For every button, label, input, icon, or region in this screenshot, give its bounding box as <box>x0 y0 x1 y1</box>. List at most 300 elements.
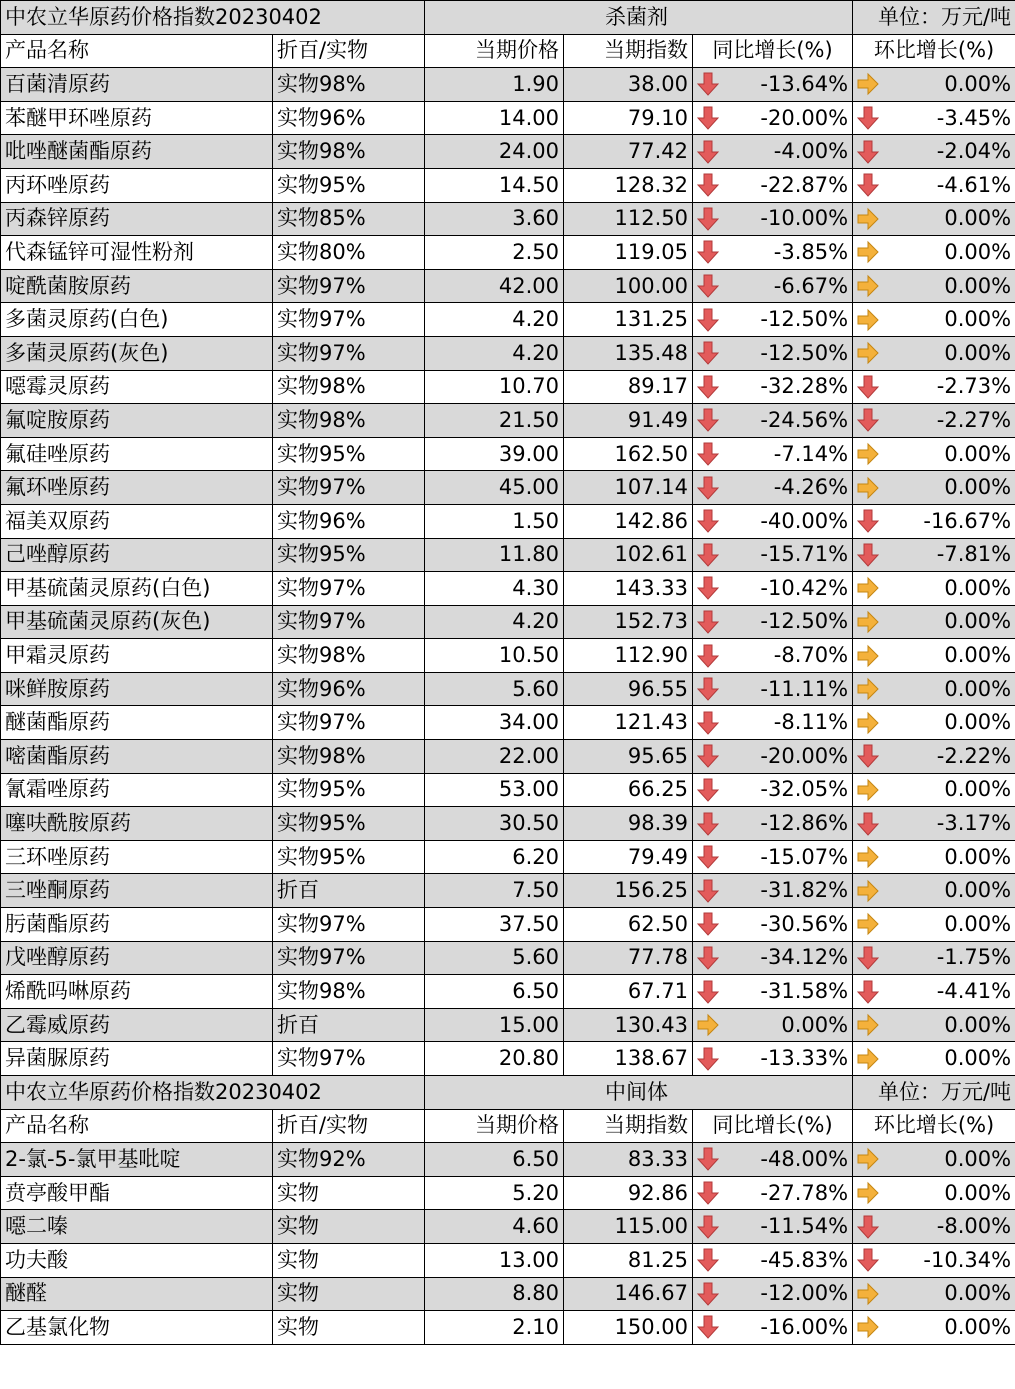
down-arrow-icon <box>697 140 719 164</box>
yoy-change <box>693 538 853 572</box>
mom-change <box>853 706 1015 740</box>
table-row <box>1 672 1015 706</box>
current-price: 42.00 <box>425 269 564 303</box>
down-arrow-svg <box>697 1282 719 1306</box>
product-name: 醚菌酯原药 <box>1 706 273 740</box>
mom-change-value: 0.00% <box>944 844 1012 869</box>
mom-change <box>853 101 1015 135</box>
mom-change-value: -2.73% <box>936 374 1012 399</box>
product-name: 噻呋酰胺原药 <box>1 807 273 841</box>
product-name: 三环唑原药 <box>1 840 273 874</box>
header-product-name: 产品名称 <box>1 1109 273 1143</box>
current-price: 1.90 <box>425 68 564 102</box>
right-arrow-icon <box>697 1013 719 1037</box>
yoy-change-value: -31.58% <box>760 979 849 1004</box>
mom-change <box>853 840 1015 874</box>
down-arrow-icon <box>697 543 719 567</box>
mom-change <box>853 236 1015 270</box>
basis: 实物98% <box>273 639 425 673</box>
right-arrow-icon <box>857 610 879 634</box>
down-arrow-svg <box>857 106 879 130</box>
product-name: 贲亭酸甲酯 <box>1 1176 273 1210</box>
down-arrow-icon <box>697 812 719 836</box>
down-arrow-icon <box>697 72 719 96</box>
down-arrow-icon <box>697 912 719 936</box>
down-arrow-svg <box>697 744 719 768</box>
mom-change-value: 0.00% <box>944 340 1012 365</box>
current-price: 34.00 <box>425 706 564 740</box>
basis: 实物97% <box>273 572 425 606</box>
product-name: 乙基氯化物 <box>1 1311 273 1345</box>
yoy-change <box>693 135 853 169</box>
flat-arrow-svg <box>857 778 879 802</box>
yoy-change <box>693 168 853 202</box>
right-arrow-icon <box>857 879 879 903</box>
down-arrow-svg <box>857 1248 879 1272</box>
yoy-change <box>693 404 853 438</box>
table-row <box>1 572 1015 606</box>
down-arrow-svg <box>857 140 879 164</box>
yoy-change-value: -12.86% <box>760 811 849 836</box>
mom-change-value: 0.00% <box>944 71 1012 96</box>
table-row <box>1 1277 1015 1311</box>
mom-change <box>853 1176 1015 1210</box>
yoy-change-value: -13.33% <box>760 1046 849 1071</box>
header-basis: 折百/实物 <box>273 1109 425 1143</box>
yoy-change <box>693 336 853 370</box>
down-arrow-svg <box>697 644 719 668</box>
product-name: 嘧菌酯原药 <box>1 740 273 774</box>
current-index: 100.00 <box>564 269 693 303</box>
basis: 实物97% <box>273 269 425 303</box>
down-arrow-icon <box>697 845 719 869</box>
section-title-row <box>1 1 1015 35</box>
current-index: 150.00 <box>564 1311 693 1345</box>
table-row <box>1 1008 1015 1042</box>
yoy-change <box>693 672 853 706</box>
down-arrow-svg <box>697 408 719 432</box>
current-price: 6.50 <box>425 975 564 1009</box>
down-arrow-icon <box>697 576 719 600</box>
table-row <box>1 538 1015 572</box>
flat-arrow-svg <box>857 240 879 264</box>
product-name: 氟啶胺原药 <box>1 404 273 438</box>
down-arrow-icon <box>857 408 879 432</box>
yoy-change-value: -45.83% <box>760 1247 849 1272</box>
mom-change-value: 0.00% <box>944 206 1012 231</box>
mom-change <box>853 605 1015 639</box>
flat-arrow-svg <box>697 1013 719 1037</box>
basis: 实物 <box>273 1176 425 1210</box>
current-price: 45.00 <box>425 471 564 505</box>
current-index: 77.42 <box>564 135 693 169</box>
product-name: 己唑醇原药 <box>1 538 273 572</box>
mom-change <box>853 807 1015 841</box>
down-arrow-svg <box>697 980 719 1004</box>
current-index: 138.67 <box>564 1042 693 1076</box>
mom-change-value: -8.00% <box>936 1214 1012 1239</box>
down-arrow-svg <box>697 341 719 365</box>
product-name: 醚醛 <box>1 1277 273 1311</box>
current-price: 7.50 <box>425 874 564 908</box>
down-arrow-icon <box>697 1315 719 1339</box>
mom-change <box>853 908 1015 942</box>
down-arrow-svg <box>697 912 719 936</box>
down-arrow-svg <box>857 946 879 970</box>
down-arrow-svg <box>857 509 879 533</box>
mom-change-value: 0.00% <box>944 441 1012 466</box>
mom-change <box>853 1277 1015 1311</box>
mom-change-value: -7.81% <box>936 542 1012 567</box>
current-index: 92.86 <box>564 1176 693 1210</box>
section-title-row <box>1 1076 1015 1110</box>
flat-arrow-svg <box>857 677 879 701</box>
current-price: 10.70 <box>425 370 564 404</box>
mom-change <box>853 370 1015 404</box>
down-arrow-svg <box>697 1248 719 1272</box>
unit-label: 单位：万元/吨 <box>853 1 1015 35</box>
table-row <box>1 874 1015 908</box>
yoy-change-value: -11.54% <box>760 1214 849 1239</box>
down-arrow-icon <box>697 744 719 768</box>
mom-change <box>853 1311 1015 1345</box>
current-price: 10.50 <box>425 639 564 673</box>
current-index: 143.33 <box>564 572 693 606</box>
current-index: 107.14 <box>564 471 693 505</box>
yoy-change-value: -20.00% <box>760 105 849 130</box>
mom-change <box>853 773 1015 807</box>
product-name: 啶酰菌胺原药 <box>1 269 273 303</box>
yoy-change <box>693 1277 853 1311</box>
yoy-change <box>693 504 853 538</box>
table-row <box>1 101 1015 135</box>
yoy-change <box>693 840 853 874</box>
basis: 实物80% <box>273 236 425 270</box>
current-price: 5.20 <box>425 1176 564 1210</box>
mom-change <box>853 639 1015 673</box>
basis: 实物96% <box>273 101 425 135</box>
mom-change <box>853 303 1015 337</box>
down-arrow-icon <box>697 240 719 264</box>
right-arrow-icon <box>857 1147 879 1171</box>
current-price: 3.60 <box>425 202 564 236</box>
basis: 实物98% <box>273 135 425 169</box>
down-arrow-icon <box>857 946 879 970</box>
down-arrow-icon <box>697 610 719 634</box>
current-index: 142.86 <box>564 504 693 538</box>
down-arrow-svg <box>697 308 719 332</box>
current-price: 24.00 <box>425 135 564 169</box>
mom-change-value: 0.00% <box>944 710 1012 735</box>
flat-arrow-svg <box>857 341 879 365</box>
yoy-change <box>693 908 853 942</box>
yoy-change <box>693 1243 853 1277</box>
current-index: 81.25 <box>564 1243 693 1277</box>
current-price: 4.60 <box>425 1210 564 1244</box>
flat-arrow-svg <box>857 1147 879 1171</box>
mom-change-value: 0.00% <box>944 1281 1012 1306</box>
current-index: 152.73 <box>564 605 693 639</box>
current-index: 119.05 <box>564 236 693 270</box>
down-arrow-svg <box>697 72 719 96</box>
yoy-change <box>693 269 853 303</box>
table-row <box>1 68 1015 102</box>
down-arrow-svg <box>697 509 719 533</box>
report-title: 中农立华原药价格指数20230402 <box>1 1076 425 1110</box>
yoy-change <box>693 1008 853 1042</box>
current-price: 11.80 <box>425 538 564 572</box>
product-name: 吡唑醚菌酯原药 <box>1 135 273 169</box>
yoy-change-value: -31.82% <box>760 878 849 903</box>
yoy-change-value: -3.85% <box>773 239 849 264</box>
basis: 实物98% <box>273 404 425 438</box>
mom-change-value: 0.00% <box>944 273 1012 298</box>
down-arrow-svg <box>697 845 719 869</box>
yoy-change <box>693 639 853 673</box>
yoy-change-value: -6.67% <box>773 273 849 298</box>
basis: 实物96% <box>273 504 425 538</box>
down-arrow-svg <box>857 812 879 836</box>
mom-change-value: 0.00% <box>944 475 1012 500</box>
down-arrow-icon <box>857 140 879 164</box>
current-price: 20.80 <box>425 1042 564 1076</box>
table-row <box>1 605 1015 639</box>
right-arrow-icon <box>857 644 879 668</box>
yoy-change-value: -4.00% <box>773 139 849 164</box>
down-arrow-svg <box>697 711 719 735</box>
mom-change-value: 0.00% <box>944 239 1012 264</box>
yoy-change <box>693 773 853 807</box>
mom-change-value: -4.41% <box>936 979 1012 1004</box>
current-index: 135.48 <box>564 336 693 370</box>
mom-change <box>853 1143 1015 1177</box>
header-product-name: 产品名称 <box>1 34 273 68</box>
basis: 实物92% <box>273 1143 425 1177</box>
down-arrow-icon <box>697 980 719 1004</box>
yoy-change <box>693 437 853 471</box>
down-arrow-icon <box>697 308 719 332</box>
mom-change-value: 0.00% <box>944 1314 1012 1339</box>
product-name: 丙森锌原药 <box>1 202 273 236</box>
basis: 实物95% <box>273 840 425 874</box>
basis: 实物98% <box>273 68 425 102</box>
table-row <box>1 1042 1015 1076</box>
mom-change-value: 0.00% <box>944 307 1012 332</box>
flat-arrow-svg <box>857 308 879 332</box>
current-price: 53.00 <box>425 773 564 807</box>
flat-arrow-svg <box>857 711 879 735</box>
down-arrow-svg <box>857 375 879 399</box>
yoy-change-value: -15.71% <box>760 542 849 567</box>
yoy-change-value: -30.56% <box>760 911 849 936</box>
yoy-change-value: -8.70% <box>773 643 849 668</box>
flat-arrow-svg <box>857 1181 879 1205</box>
current-price: 13.00 <box>425 1243 564 1277</box>
current-index: 62.50 <box>564 908 693 942</box>
yoy-change <box>693 236 853 270</box>
right-arrow-icon <box>857 274 879 298</box>
table-row <box>1 740 1015 774</box>
table-row <box>1 908 1015 942</box>
down-arrow-svg <box>697 1315 719 1339</box>
yoy-change <box>693 101 853 135</box>
yoy-change-value: -10.42% <box>760 575 849 600</box>
current-index: 112.50 <box>564 202 693 236</box>
flat-arrow-svg <box>857 912 879 936</box>
basis: 实物 <box>273 1277 425 1311</box>
current-index: 79.49 <box>564 840 693 874</box>
yoy-change-value: -24.56% <box>760 407 849 432</box>
product-name: 噁二嗪 <box>1 1210 273 1244</box>
yoy-change-value: -8.11% <box>773 710 849 735</box>
table-row <box>1 773 1015 807</box>
table-row <box>1 840 1015 874</box>
mom-change <box>853 471 1015 505</box>
table-row <box>1 1143 1015 1177</box>
yoy-change-value: -12.50% <box>760 340 849 365</box>
flat-arrow-svg <box>857 879 879 903</box>
mom-change <box>853 269 1015 303</box>
down-arrow-icon <box>857 106 879 130</box>
down-arrow-svg <box>697 375 719 399</box>
basis: 实物95% <box>273 773 425 807</box>
current-price: 4.20 <box>425 303 564 337</box>
yoy-change <box>693 740 853 774</box>
mom-change <box>853 135 1015 169</box>
basis: 实物97% <box>273 941 425 975</box>
down-arrow-svg <box>697 1181 719 1205</box>
basis: 实物97% <box>273 471 425 505</box>
table-row <box>1 1210 1015 1244</box>
down-arrow-icon <box>697 375 719 399</box>
product-name: 2-氯-5-氯甲基吡啶 <box>1 1143 273 1177</box>
header-index: 当期指数 <box>564 34 693 68</box>
flat-arrow-svg <box>857 845 879 869</box>
right-arrow-icon <box>857 677 879 701</box>
flat-arrow-svg <box>857 207 879 231</box>
down-arrow-svg <box>697 476 719 500</box>
mom-change <box>853 538 1015 572</box>
product-name: 肟菌酯原药 <box>1 908 273 942</box>
down-arrow-icon <box>697 442 719 466</box>
header-price: 当期价格 <box>425 1109 564 1143</box>
current-price: 22.00 <box>425 740 564 774</box>
product-name: 氟环唑原药 <box>1 471 273 505</box>
down-arrow-icon <box>857 1215 879 1239</box>
yoy-change <box>693 68 853 102</box>
current-price: 4.20 <box>425 336 564 370</box>
product-name: 多菌灵原药(灰色) <box>1 336 273 370</box>
yoy-change <box>693 1042 853 1076</box>
basis: 实物97% <box>273 908 425 942</box>
yoy-change <box>693 202 853 236</box>
table-row <box>1 706 1015 740</box>
current-price: 37.50 <box>425 908 564 942</box>
down-arrow-icon <box>697 341 719 365</box>
table-row <box>1 975 1015 1009</box>
header-basis: 折百/实物 <box>273 34 425 68</box>
product-name: 氰霜唑原药 <box>1 773 273 807</box>
mom-change <box>853 572 1015 606</box>
mom-change-value: 0.00% <box>944 575 1012 600</box>
right-arrow-icon <box>857 1315 879 1339</box>
down-arrow-svg <box>697 274 719 298</box>
down-arrow-icon <box>697 946 719 970</box>
down-arrow-icon <box>697 476 719 500</box>
down-arrow-icon <box>857 375 879 399</box>
down-arrow-svg <box>697 240 719 264</box>
current-index: 79.10 <box>564 101 693 135</box>
current-price: 6.50 <box>425 1143 564 1177</box>
down-arrow-svg <box>697 576 719 600</box>
yoy-change <box>693 572 853 606</box>
right-arrow-icon <box>857 1181 879 1205</box>
basis: 实物98% <box>273 370 425 404</box>
basis: 折百 <box>273 874 425 908</box>
current-index: 156.25 <box>564 874 693 908</box>
table-row <box>1 168 1015 202</box>
table-row <box>1 1176 1015 1210</box>
yoy-change <box>693 1210 853 1244</box>
current-index: 131.25 <box>564 303 693 337</box>
down-arrow-svg <box>697 543 719 567</box>
mom-change-value: 0.00% <box>944 1012 1012 1037</box>
current-price: 1.50 <box>425 504 564 538</box>
current-index: 91.49 <box>564 404 693 438</box>
product-name: 烯酰吗啉原药 <box>1 975 273 1009</box>
current-price: 21.50 <box>425 404 564 438</box>
current-price: 15.00 <box>425 1008 564 1042</box>
down-arrow-icon <box>697 1181 719 1205</box>
product-name: 噁霉灵原药 <box>1 370 273 404</box>
down-arrow-icon <box>697 207 719 231</box>
down-arrow-svg <box>857 408 879 432</box>
mom-change-value: -4.61% <box>936 172 1012 197</box>
basis: 实物98% <box>273 740 425 774</box>
table-row <box>1 269 1015 303</box>
yoy-change-value: -32.28% <box>760 374 849 399</box>
yoy-change-value: -4.26% <box>773 475 849 500</box>
unit-label: 单位：万元/吨 <box>853 1076 1015 1110</box>
current-index: 96.55 <box>564 672 693 706</box>
current-index: 128.32 <box>564 168 693 202</box>
flat-arrow-svg <box>857 1013 879 1037</box>
down-arrow-icon <box>697 1147 719 1171</box>
mom-change <box>853 1210 1015 1244</box>
mom-change-value: 0.00% <box>944 676 1012 701</box>
yoy-change <box>693 874 853 908</box>
yoy-change-value: -16.00% <box>760 1314 849 1339</box>
yoy-change <box>693 605 853 639</box>
right-arrow-icon <box>857 72 879 96</box>
flat-arrow-svg <box>857 1282 879 1306</box>
mom-change-value: -2.27% <box>936 407 1012 432</box>
down-arrow-svg <box>697 140 719 164</box>
yoy-change-value: -34.12% <box>760 945 849 970</box>
basis: 实物95% <box>273 538 425 572</box>
yoy-change <box>693 1311 853 1345</box>
yoy-change-value: 0.00% <box>781 1012 849 1037</box>
current-price: 8.80 <box>425 1277 564 1311</box>
right-arrow-icon <box>857 341 879 365</box>
down-arrow-svg <box>857 1215 879 1239</box>
current-price: 14.50 <box>425 168 564 202</box>
mom-change-value: -2.22% <box>936 743 1012 768</box>
yoy-change-value: -27.78% <box>760 1180 849 1205</box>
category-label: 中间体 <box>425 1076 853 1110</box>
current-index: 162.50 <box>564 437 693 471</box>
right-arrow-icon <box>857 576 879 600</box>
